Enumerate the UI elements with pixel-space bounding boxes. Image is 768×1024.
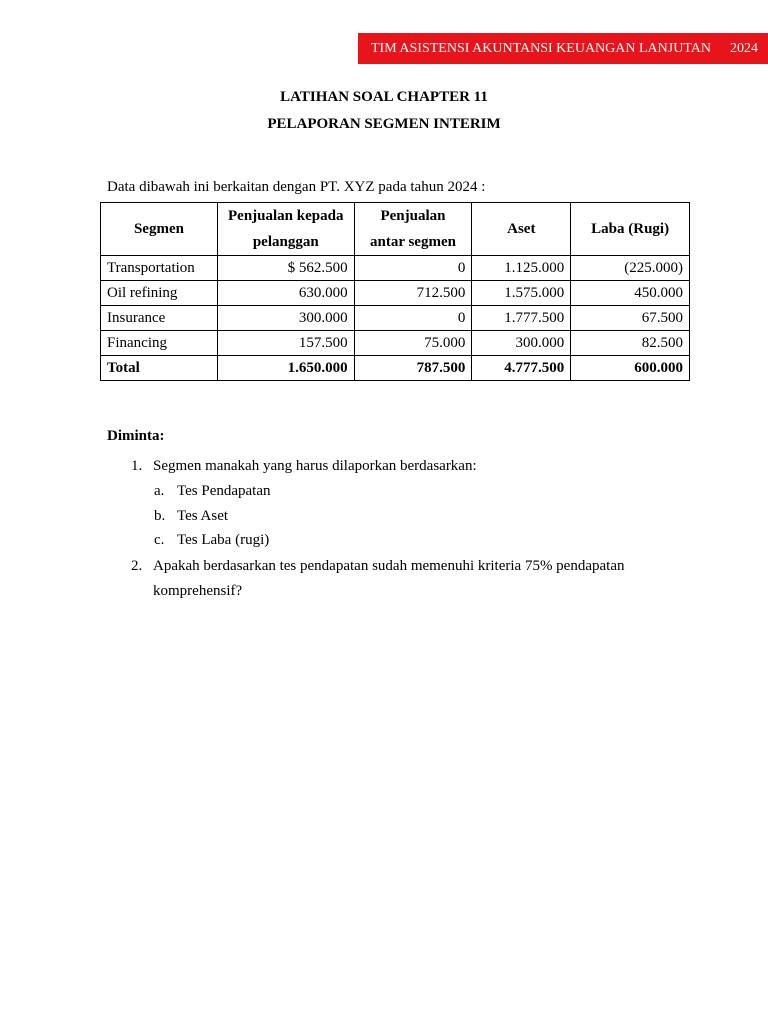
cell-pelanggan: 1.650.000: [217, 356, 354, 381]
cell-laba: 82.500: [571, 331, 690, 356]
col-header-laba: Laba (Rugi): [571, 203, 690, 256]
cell-antar: 0: [354, 256, 472, 281]
question-1b-marker: b.: [154, 508, 166, 524]
cell-antar: 75.000: [354, 331, 472, 356]
question-1-text: Segmen manakah yang harus dilaporkan berdasarkan:: [153, 458, 477, 474]
cell-laba: 600.000: [571, 356, 690, 381]
table-row: [101, 281, 690, 306]
table-row: [101, 331, 690, 356]
question-2-marker: 2.: [131, 558, 143, 574]
cell-aset: 300.000: [472, 331, 571, 356]
col-header-aset: Aset: [472, 203, 571, 256]
cell-segmen: Total: [101, 356, 218, 381]
table-header-row: [101, 203, 690, 256]
cell-segmen: Insurance: [101, 306, 218, 331]
question-2-line1: Apakah berdasarkan tes pendapatan sudah memenuhi kriteria 75% pendapatan: [153, 558, 625, 574]
cell-antar: 787.500: [354, 356, 472, 381]
header-title: TIM ASISTENSI AKUNTANSI KEUANGAN LANJUTAN: [371, 41, 711, 56]
cell-laba: 67.500: [571, 306, 690, 331]
segment-table: [100, 202, 690, 381]
header-year: 2024: [730, 41, 758, 56]
table-total-row: [101, 356, 690, 381]
cell-antar: 0: [354, 306, 472, 331]
col-header-penjualan-pelanggan: Penjualan kepada pelanggan: [217, 203, 354, 256]
table-row: [101, 256, 690, 281]
question-1c-marker: c.: [154, 532, 165, 548]
cell-aset: 1.777.500: [472, 306, 571, 331]
cell-aset: 4.777.500: [472, 356, 571, 381]
cell-aset: 1.575.000: [472, 281, 571, 306]
cell-segmen: Financing: [101, 331, 218, 356]
cell-laba: 450.000: [571, 281, 690, 306]
cell-antar: 712.500: [354, 281, 472, 306]
diminta-label: Diminta:: [107, 428, 165, 444]
question-2-line2: komprehensif?: [153, 583, 243, 599]
question-1-marker: 1.: [131, 458, 143, 474]
question-1a-marker: a.: [154, 483, 165, 499]
cell-pelanggan: 300.000: [217, 306, 354, 331]
page-subtitle: PELAPORAN SEGMEN INTERIM: [267, 116, 501, 132]
question-1c-text: Tes Laba (rugi): [177, 532, 270, 548]
col-header-penjualan-antar: Penjualan antar segmen: [354, 203, 472, 256]
table-row: [101, 306, 690, 331]
header-banner: [358, 33, 768, 64]
cell-pelanggan: 157.500: [217, 331, 354, 356]
page-title: LATIHAN SOAL CHAPTER 11: [280, 89, 488, 105]
cell-segmen: Oil refining: [101, 281, 218, 306]
question-1b-text: Tes Aset: [177, 508, 229, 524]
intro-text: Data dibawah ini berkaitan dengan PT. XYZ pada tahun 2024 :: [107, 179, 486, 195]
cell-segmen: Transportation: [101, 256, 218, 281]
cell-pelanggan: $ 562.500: [217, 256, 354, 281]
question-1a-text: Tes Pendapatan: [177, 483, 271, 499]
col-header-segmen: Segmen: [101, 203, 218, 256]
cell-pelanggan: 630.000: [217, 281, 354, 306]
cell-aset: 1.125.000: [472, 256, 571, 281]
cell-laba: (225.000): [571, 256, 690, 281]
